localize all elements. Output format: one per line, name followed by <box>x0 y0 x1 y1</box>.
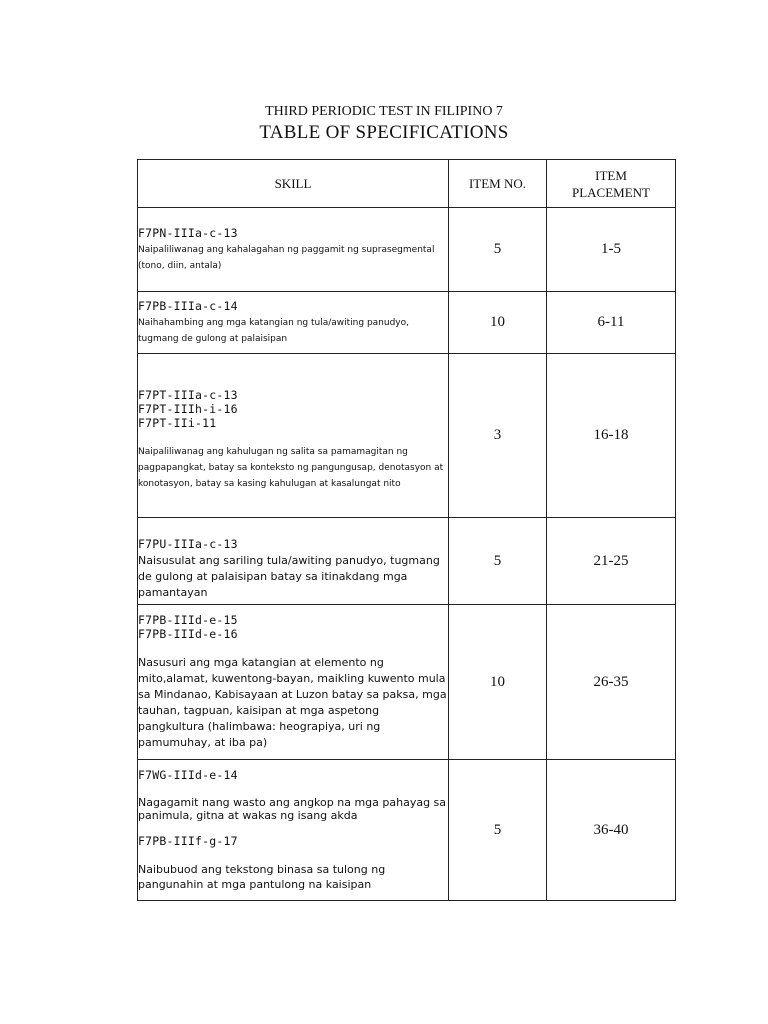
table-row <box>138 292 676 354</box>
competency-description: Naibubuod ang tekstong binasa sa tulong ng pangunahin at mga pantulong na kaisipan <box>138 863 386 891</box>
competency-description: Nasusuri ang mga katangian at elemento ng mito,alamat, kuwentong-bayan, maikling kuwento mula sa Mindanao, Kabisayaan at Luzon batay sa paksa, mga tauhan, tagpuan, kaisipan at mga aspetong pangkultura (halimbawa: heograpiya, uri ng pamumuhay, at iba pa) <box>138 656 447 749</box>
competency-code: F7PT-IIIh-i-16 <box>138 401 238 416</box>
competency-description: Naisusulat ang sariling tula/awiting panudyo, tugmang de gulong at palaisipan batay sa itinakdang mga pamantayan <box>138 554 440 599</box>
competency-code: F7PB-IIIf-g-17 <box>138 834 238 848</box>
specifications-table <box>137 159 676 901</box>
item-no-cell: 5 <box>449 760 547 901</box>
item-placement-cell: 21-25 <box>547 518 676 605</box>
competency-code: F7WG-IIId-e-14 <box>138 768 238 782</box>
skill-cell <box>138 208 449 292</box>
skill-cell <box>138 605 449 760</box>
item-placement-cell: 26-35 <box>547 605 676 760</box>
competency-code: F7PT-IIIa-c-13 <box>138 387 238 402</box>
skill-cell <box>138 760 449 901</box>
item-no-cell: 5 <box>449 208 547 292</box>
table-row <box>138 354 676 518</box>
item-no-cell: 5 <box>449 518 547 605</box>
competency-code: F7PB-IIId-e-15 <box>138 613 238 627</box>
column-header-item-no: ITEM NO. <box>449 160 547 208</box>
skill-cell <box>138 354 449 518</box>
table-row <box>138 518 676 605</box>
table-row <box>138 605 676 760</box>
test-title: THIRD PERIODIC TEST IN FILIPINO 7 <box>265 104 503 119</box>
skill-cell <box>138 292 449 354</box>
competency-description: Naihahambing ang mga katangian ng tula/awiting panudyo, tugmang de gulong at palaisipan <box>138 317 409 344</box>
item-placement-cell: 36-40 <box>547 760 676 901</box>
item-no-cell: 10 <box>449 292 547 354</box>
competency-description: Nagagamit nang wasto ang angkop na mga pahayag sa panimula, gitna at wakas ng isang akda <box>138 796 447 822</box>
item-placement-cell: 1-5 <box>547 208 676 292</box>
competency-code: F7PB-IIIa-c-14 <box>138 298 238 313</box>
page-title: TABLE OF SPECIFICATIONS <box>259 122 509 143</box>
item-no-cell: 10 <box>449 605 547 760</box>
item-no-cell: 3 <box>449 354 547 518</box>
competency-code: F7PN-IIIa-c-13 <box>138 225 238 240</box>
column-header-item-placement: ITEM PLACEMENT <box>547 160 676 208</box>
competency-code: F7PU-IIIa-c-13 <box>138 537 238 551</box>
table-header-row <box>138 160 676 208</box>
column-header-skill: SKILL <box>138 160 449 208</box>
competency-code: F7PB-IIId-e-16 <box>138 627 238 641</box>
table-row <box>138 760 676 901</box>
competency-description: Naipaliliwanag ang kahulugan ng salita sa pamamagitan ng pagpapangkat, batay sa konteksto ng pangungusap, denotasyon at konotasyon, batay sa kasing kahulugan at kasalungat nito <box>138 446 444 489</box>
skill-cell <box>138 518 449 605</box>
competency-description: Naipaliliwanag ang kahalagahan ng paggamit ng suprasegmental (tono, diin, antala) <box>138 244 435 271</box>
table-row <box>138 208 676 292</box>
competency-code: F7PT-IIi-11 <box>138 415 217 430</box>
item-placement-cell: 16-18 <box>547 354 676 518</box>
item-placement-cell: 6-11 <box>547 292 676 354</box>
